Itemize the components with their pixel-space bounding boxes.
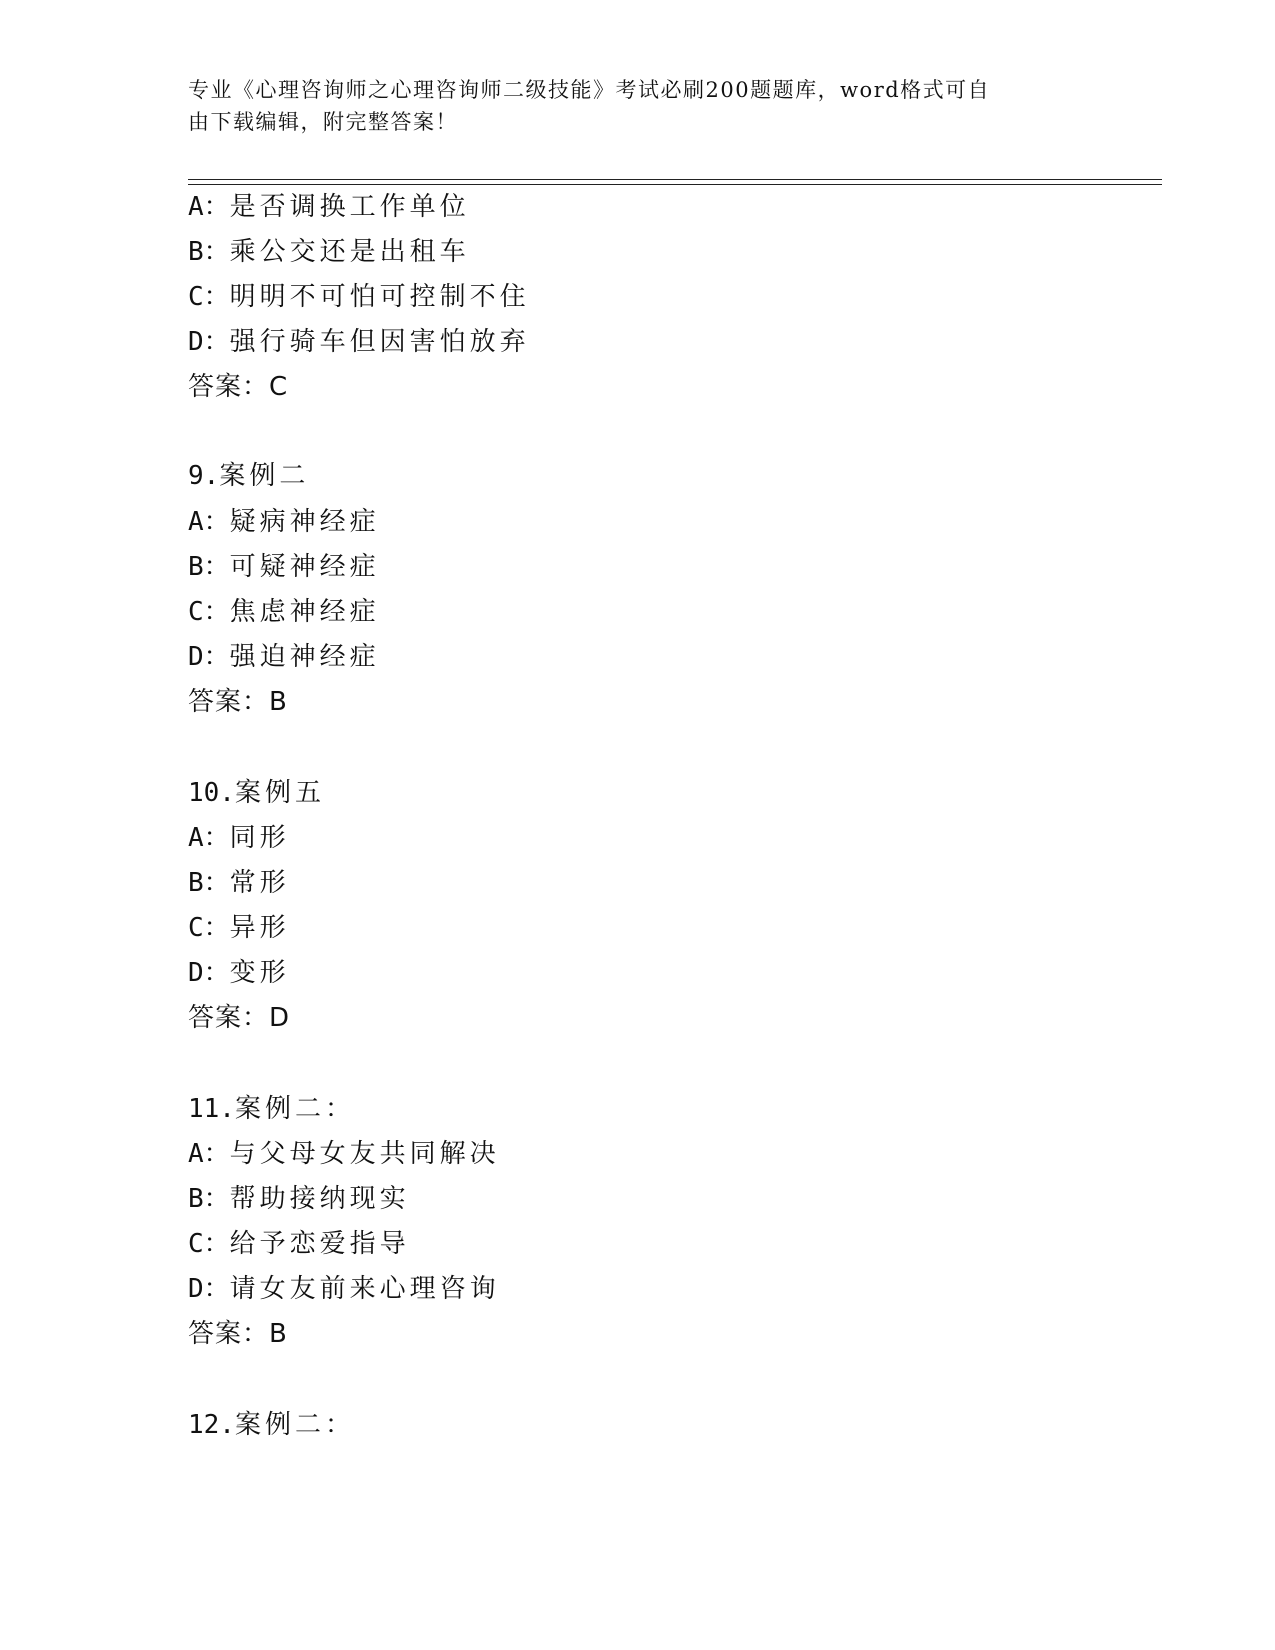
option-text: 焦虑神经症 — [229, 597, 380, 627]
option-a — [188, 821, 290, 855]
option-label: D： — [188, 327, 230, 357]
option-a — [188, 1137, 500, 1171]
option-c — [188, 1227, 410, 1261]
option-text: 变形 — [229, 958, 290, 988]
question-title — [188, 776, 325, 810]
option-text: 同形 — [229, 823, 290, 853]
option-text: 与父母女友共同解决 — [229, 1139, 500, 1169]
option-text: 请女友前来心理咨询 — [229, 1274, 500, 1304]
option-label: C： — [188, 1229, 230, 1259]
option-text: 疑病神经症 — [229, 507, 380, 537]
option-a — [188, 505, 380, 539]
question-text: 案例二 — [219, 461, 310, 491]
option-label: B： — [188, 237, 230, 267]
option-label: B： — [188, 1184, 230, 1214]
option-text: 乘公交还是出租车 — [229, 237, 470, 267]
option-text: 异形 — [229, 913, 290, 943]
answer-line: 答案：C — [188, 372, 289, 402]
option-label: A： — [188, 1139, 230, 1169]
option-text: 常形 — [229, 868, 290, 898]
option-label: A： — [188, 823, 230, 853]
question-number: 9. — [188, 461, 220, 491]
option-label: A： — [188, 192, 230, 222]
option-b — [188, 550, 380, 584]
option-label: C： — [188, 282, 230, 312]
option-text: 强行骑车但因害怕放弃 — [229, 327, 530, 357]
question-text: 案例二： — [234, 1094, 355, 1124]
question-text: 案例二： — [234, 1410, 355, 1440]
option-text: 给予恋爱指导 — [229, 1229, 410, 1259]
answer-line: 答案：B — [188, 1319, 288, 1349]
answer-line: 答案：D — [188, 1003, 291, 1033]
option-label: A： — [188, 507, 230, 537]
option-a — [188, 190, 470, 224]
option-c — [188, 595, 380, 629]
option-text: 帮助接纳现实 — [229, 1184, 410, 1214]
option-d — [188, 640, 380, 674]
option-b — [188, 235, 470, 269]
header-line-1: 专业《心理咨询师之心理咨询师二级技能》考试必刷200题题库，word格式可自 — [188, 78, 991, 102]
question-number: 12. — [188, 1410, 235, 1440]
option-text: 明明不可怕可控制不住 — [229, 282, 530, 312]
option-d — [188, 325, 530, 359]
option-c — [188, 280, 530, 314]
option-d — [188, 1272, 500, 1306]
question-text: 案例五 — [234, 778, 325, 808]
option-label: D： — [188, 1274, 230, 1304]
header-line-2: 由下载编辑，附完整答案！ — [188, 110, 458, 134]
option-b — [188, 866, 290, 900]
header-divider-top — [188, 179, 1162, 180]
option-label: D： — [188, 642, 230, 672]
question-title — [188, 1408, 355, 1442]
option-d — [188, 956, 290, 990]
option-label: B： — [188, 552, 230, 582]
option-label: C： — [188, 597, 230, 627]
option-text: 强迫神经症 — [229, 642, 380, 672]
question-number: 10. — [188, 778, 235, 808]
option-label: D： — [188, 958, 230, 988]
option-text: 是否调换工作单位 — [229, 192, 470, 222]
question-number: 11. — [188, 1094, 235, 1124]
option-label: B： — [188, 868, 230, 898]
option-b — [188, 1182, 410, 1216]
answer-line: 答案：B — [188, 687, 288, 717]
option-text: 可疑神经症 — [229, 552, 380, 582]
option-label: C： — [188, 913, 230, 943]
question-title — [188, 459, 309, 493]
option-c — [188, 911, 290, 945]
document-header — [188, 74, 1088, 138]
header-divider-bottom — [188, 184, 1162, 185]
question-title — [188, 1092, 355, 1126]
